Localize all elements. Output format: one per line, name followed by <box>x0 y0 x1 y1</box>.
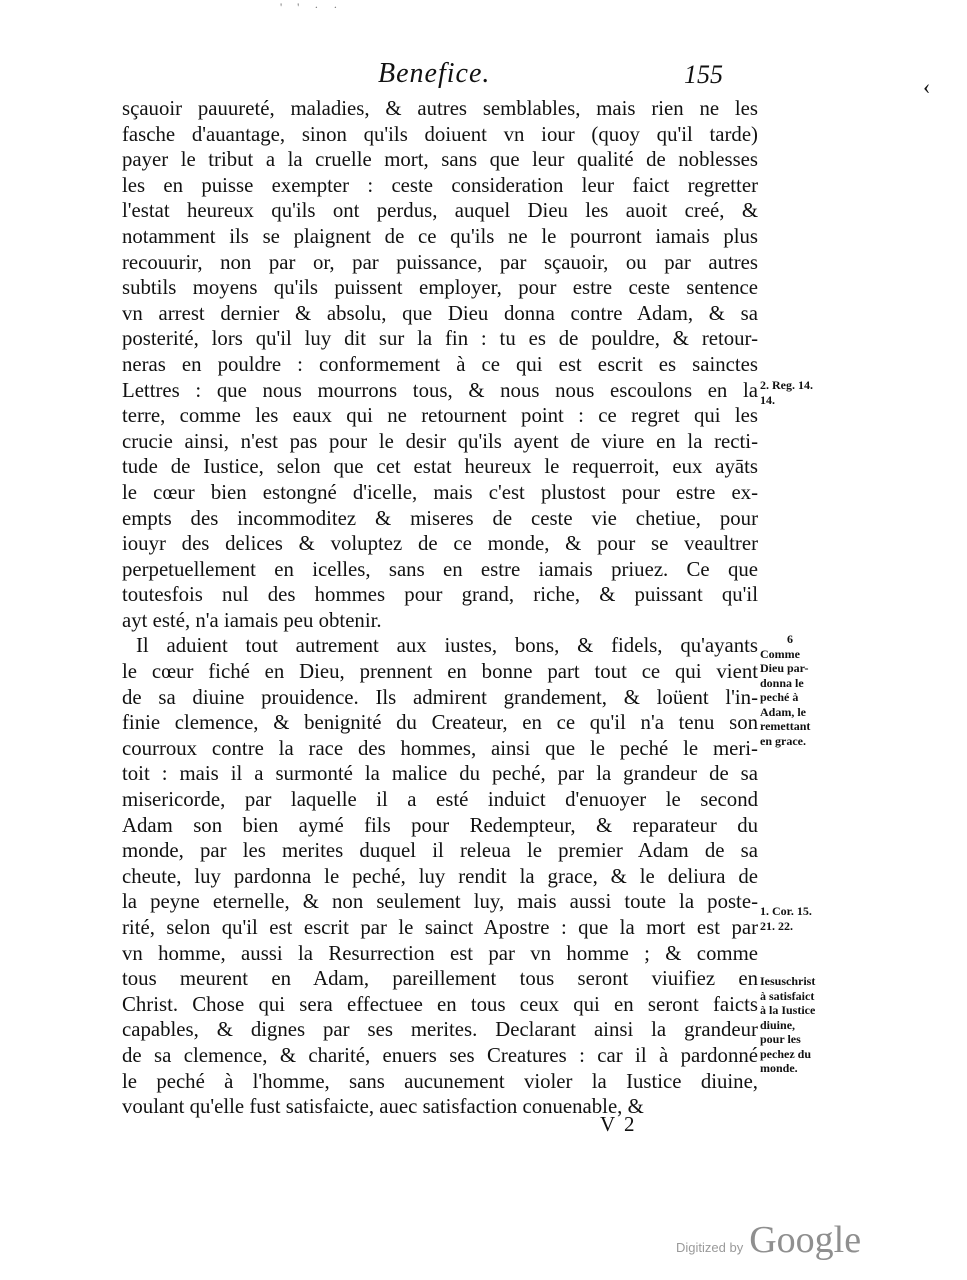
text-line: misericorde, par laquelle il a esté induict d'enuoyer le second <box>122 788 758 812</box>
margin-note-line: à satisfaict <box>760 988 815 1003</box>
text-line: le cœur bien estongné d'icelle, mais c'est plustost pour estre ex- <box>122 480 758 504</box>
text-line: courroux contre la race des hommes, ainsi que le peché le meri- <box>122 736 758 760</box>
text-line: tous meurent en Adam, pareillement tous seront viuifiez en <box>122 967 758 991</box>
text-line: perpetuellement en icelles, sans en estre iamais priuez. Ce que <box>122 557 758 581</box>
digitized-by-google-watermark <box>676 1218 861 1262</box>
margin-note-line: 1. Cor. 15. <box>760 904 812 918</box>
text-line: cheute, luy pardonna le peché, luy rendit la grace, & le deliura de <box>122 864 758 888</box>
text-line: de sa diuine prouidence. Ils admirent grandement, & loüent l'in- <box>122 685 758 709</box>
margin-note-line: Comme <box>760 646 800 661</box>
text-line: Christ. Chose qui sera effectuee en tous ceux qui en seront faicts <box>122 992 758 1016</box>
text-line: de sa clemence, & charité, enuers ses Creatures : car il à pardonné <box>122 1043 758 1067</box>
margin-note-line: 6 <box>787 632 793 646</box>
text-line: toutesfois nul des hommes pour grand, riche, & puissant qu'il <box>122 583 758 607</box>
text-line: la peyne eternelle, & non seulement luy, mais aussi toute la poste- <box>122 890 758 914</box>
google-logo-text: Google <box>749 1219 862 1261</box>
text-line: notamment ils se plaignent de ce qu'ils ne le pourront iamais plus <box>122 224 758 248</box>
text-line: ayt esté, n'a iamais peu obtenir. <box>122 608 382 632</box>
text-line: Il aduient tout autrement aux iustes, bons, & fidels, qu'ayants <box>136 634 758 658</box>
text-line: rité, selon qu'il est escrit par le sainct Apostre : que la mort est par <box>122 916 758 939</box>
text-line: Lettres : que nous mourrons tous, & nous nous escoulons en la <box>122 378 758 402</box>
margin-note-line: peché à <box>760 690 799 704</box>
text-line: le cœur fiché en Dieu, prennent en bonne part tout ce qui vient <box>122 660 758 684</box>
text-line: voulant qu'elle fust satisfaicte, auec satisfaction conuenable, & <box>122 1095 644 1119</box>
page-number: 155 <box>684 60 723 89</box>
text-line: terre, comme les eaux qui ne retournent point : ce regret qui les <box>122 404 758 428</box>
text-line: posterité, lors qu'il luy dit sur la fin : tu es de pouldre, & retour- <box>122 327 758 351</box>
text-line: vn homme, aussi la Resurrection est par vn homme ; & comme <box>122 941 758 965</box>
margin-note-line: monde. <box>760 1061 798 1075</box>
text-line: capables, & dignes par ses merites. Declarant ainsi la grandeur <box>122 1018 758 1042</box>
margin-note-line: Iesuschrist <box>760 974 816 988</box>
running-title: Benefice. <box>378 58 491 89</box>
margin-note-line: remettant <box>760 719 811 733</box>
margin-note <box>760 904 812 933</box>
text-line: sçauoir pauureté, maladies, & autres semblables, mais rien ne les <box>122 97 758 120</box>
text-line: vn arrest dernier & absolu, que Dieu donna contre Adam, & sa <box>122 301 758 325</box>
text-line: l'estat heureux qu'ils ont perdus, auquel Dieu les auoit creé, & <box>122 199 758 223</box>
text-line: fasche d'auantage, sinon qu'ils doiuent vn iour (quoy qu'il tarde) <box>122 122 758 146</box>
margin-note-line: donna le <box>760 675 804 690</box>
margin-note-line: pechez du <box>760 1046 811 1061</box>
margin-note <box>760 974 815 1076</box>
margin-note-line: 14. <box>760 392 775 407</box>
margin-note-line: pour les <box>760 1032 801 1046</box>
text-line: payer le tribut a la cruelle mort, sans que leur qualité de noblesses <box>122 148 758 172</box>
signature-mark: V 2 <box>600 1112 637 1136</box>
text-line: empts des incommoditez & miseres de ceste vie chetiue, pour <box>122 506 758 530</box>
text-line: neras en pouldre : conformement à ce qui est escrit es sainctes <box>122 352 758 376</box>
margin-note-line: Dieu par- <box>760 661 809 675</box>
margin-note-line: en grace. <box>760 733 806 748</box>
text-line: crucie ainsi, n'est pas pour le desir qu'ils ayent de viure en la recti- <box>122 429 758 453</box>
text-line: finie clemence, & benignité du Createur, en ce qu'il n'a tenu son <box>122 711 758 735</box>
margin-note-line: diuine, <box>760 1017 796 1032</box>
margin-note-line: 2. Reg. 14. <box>760 378 813 392</box>
text-line: subtils moyens qu'ils puissent employer, pour estre ceste sentence <box>122 276 758 300</box>
text-line: toit : mais il a surmonté la malice du peché, par la grandeur de sa <box>122 762 758 786</box>
text-line: iouyr des delices & voluptez de ce monde, & pour se veaultrer <box>122 532 758 556</box>
scan-artifact: ' ' · · <box>280 0 344 14</box>
text-line: monde, par les merites duquel il releua le premier Adam de sa <box>122 839 758 863</box>
main-text-block <box>122 96 758 1120</box>
margin-note-line: Adam, le <box>760 704 806 719</box>
text-line: recouurir, non par or, par puissance, par sçauoir, ou par autres <box>122 250 758 274</box>
text-line: le peché à l'homme, sans aucunement violer la Iustice diuine, <box>122 1069 758 1093</box>
margin-note-line: à la Iustice <box>760 1003 816 1017</box>
text-line: Adam son bien aymé fils pour Redempteur, & reparateur du <box>122 813 758 837</box>
text-line: les en puisse exempter : ceste consideration leur faict regretter <box>122 173 758 197</box>
margin-note <box>760 632 820 748</box>
margin-note-line: 21. 22. <box>760 918 793 933</box>
margin-note <box>760 378 813 407</box>
scan-mark: ‹ <box>923 74 931 99</box>
watermark-small-text: Digitized by <box>676 1240 744 1255</box>
text-line: tude de Iustice, selon que cet estat heureux le requerroit, eux ayāts <box>122 455 758 479</box>
